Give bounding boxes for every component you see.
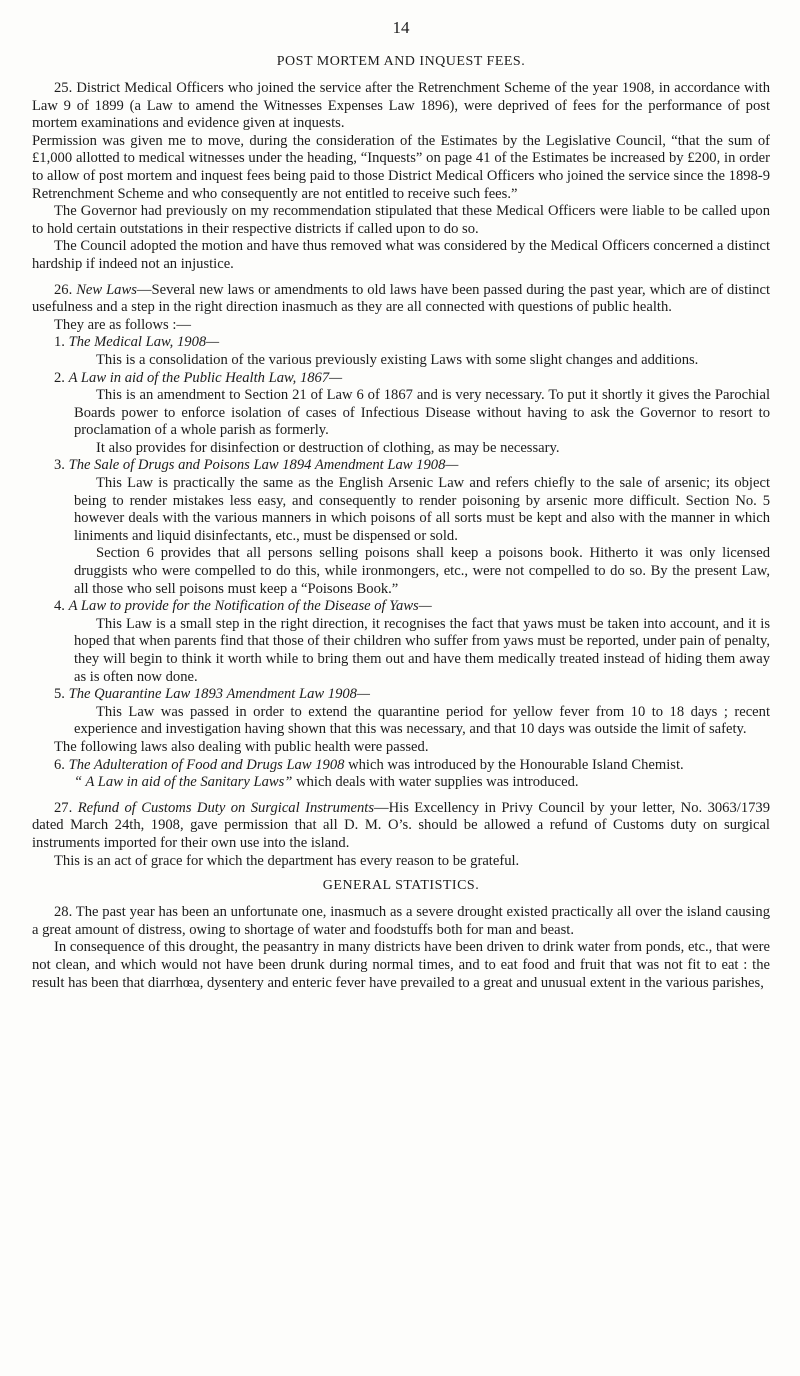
law-text: This Law was passed in order to extend the quarantine period for yellow fever from 10 to 18 days ; recent experience and investigation having shown that this was necessary, and that 10 days was outside the limit of safety. — [74, 703, 770, 738]
laws-list — [32, 334, 770, 739]
law-text: Section 6 provides that all persons selling poisons shall keep a poisons book. Hitherto it was only licensed druggists who were compelled to do this, while ironmongers, etc., were not compelled to do so. By the present Law, all those who sell poisons must keep a “Poisons Book.” — [74, 545, 770, 597]
law-heading: 5. The Quarantine Law 1893 Amendment Law 1908— — [54, 686, 370, 703]
paragraph-28a: 28. The past year has been an unfortunate one, inasmuch as a severe drought existed practically all over the island causing a great amount of distress, owing to shortage of water and foodstuffs both for man and beast. — [32, 904, 770, 938]
law-text: It also provides for disinfection or destruction of clothing, as may be necessary. — [96, 439, 560, 456]
paragraph-26-following: The following laws also dealing with public health were passed. — [54, 738, 429, 755]
law-text: This Law is a small step in the right direction, it recognises the fact that yaws must be taken into account, and it is hoped that when parents find that those of their children who suffer from yaws must be reported, under pain of penalty, they will begin to think it worth while to bring them out and have them medically treated instead of hiding them away as is often now done. — [74, 615, 770, 685]
law-text: This is a consolidation of the various previously existing Laws with some slight changes and additions. — [96, 351, 699, 368]
law-item-3 — [32, 457, 770, 598]
law-item-5 — [32, 686, 770, 739]
law-item-4 — [32, 598, 770, 686]
paragraph-25c: The Governor had previously on my recommendation stipulated that these Medical Officers were liable to be called upon to hold certain outstations in their respective districts if called upon to do so. — [32, 203, 770, 237]
law-item-1 — [32, 334, 770, 369]
paragraph-28b: In consequence of this drought, the peasantry in many districts have been driven to drink water from ponds, etc., that were not clean, and which would not have been drunk during normal times, and to eat food and fruit that was not fit to eat : the result has been that diarrhœa, dysentery and enteric fever have prevailed to a great and unusual extent in the various parishes, — [32, 939, 770, 991]
law-text: This is an amendment to Section 21 of Law 6 of 1867 and is very necessary. To put it shortly it gives the Parochial Boards power to enforce isolation of cases of Infectious Disease without having to ask the Governor to resort to proclamation of a whole parish as formerly. — [74, 387, 770, 439]
paragraph-26-number: 26. — [54, 281, 73, 298]
paragraph-27: 27. Refund of Customs Duty on Surgical Instruments—His Excellency in Privy Council by your letter, No. 3063/1739 dated March 24th, 1908, gave permission that all D. M. O’s. should be allowed a refund of Customs duty on surgical instruments imported for their own use into the island. — [32, 799, 771, 851]
law-text: This Law is practically the same as the English Arsenic Law and refers chiefly to the sale of arsenic; its object being to render mistakes less easy, and consequently to render poisoning by arsenic more difficult. Section No. 5 however deals with the various manners in which poisons of all sorts must be kept and also with the manner in which liniments and liquid disinfectants, etc., must be dispensed or sold. — [74, 475, 770, 544]
law-item-2 — [32, 370, 770, 458]
paragraph-25a: 25. District Medical Officers who joined the service after the Retrenchment Scheme of the year 1908, in accordance with Law 9 of 1899 (a Law to amend the Witnesses Expenses Law 1896), were deprived of fees for the performance of post mortem examinations and evidence given at inquests. — [32, 80, 770, 132]
paragraph-25d: The Council adopted the motion and have thus removed what was considered by the Medical Officers concerned a distinct hardship if indeed not an injustice. — [32, 238, 770, 272]
law-heading: 4. A Law to provide for the Notification of the Disease of Yaws— — [54, 598, 432, 615]
paragraph-27-grace: This is an act of grace for which the department has every reason to be grateful. — [54, 852, 520, 869]
law-heading: 1. The Medical Law, 1908— — [54, 334, 220, 351]
law-item-6: 6. The Adulteration of Food and Drugs Law 1908 which was introduced by the Honourable Island Chemist. — [54, 756, 684, 773]
section-heading-general-statistics: GENERAL STATISTICS. — [322, 878, 480, 894]
paragraph-26-follows: They are as follows :— — [54, 316, 191, 333]
paragraph-26-title: New Laws — [76, 281, 137, 298]
law-heading: 2. A Law in aid of the Public Health Law, 1867— — [54, 369, 343, 386]
page-number: 14 — [392, 18, 410, 37]
paragraph-26 — [32, 282, 770, 317]
law-item-7: “ A Law in aid of the Sanitary Laws” which deals with water supplies was introduced. — [74, 774, 579, 791]
section-heading-post-mortem: POST MORTEM AND INQUEST FEES. — [276, 54, 526, 69]
law-heading: 3. The Sale of Drugs and Poisons Law 1894 Amendment Law 1908— — [54, 457, 459, 474]
paragraph-26-text: —Several new laws or amendments to old laws have been passed during the past year, which are of distinct usefulness and a step in the right direction inasmuch as they are all connected with questions of public health. — [32, 281, 771, 316]
paragraph-25b: Permission was given me to move, during the consideration of the Estimates by the Legislative Council, “that the sum of £1,000 allotted to medical witnesses under the heading, “Inquests” on page 41 of the Estimates be increased by £200, in order to allow of post mortem and inquest fees being paid to those District Medical Officers who joined the service since the 1898-9 Retrenchment Scheme and who consequently are not entitled to receive such fees.” — [32, 132, 770, 202]
